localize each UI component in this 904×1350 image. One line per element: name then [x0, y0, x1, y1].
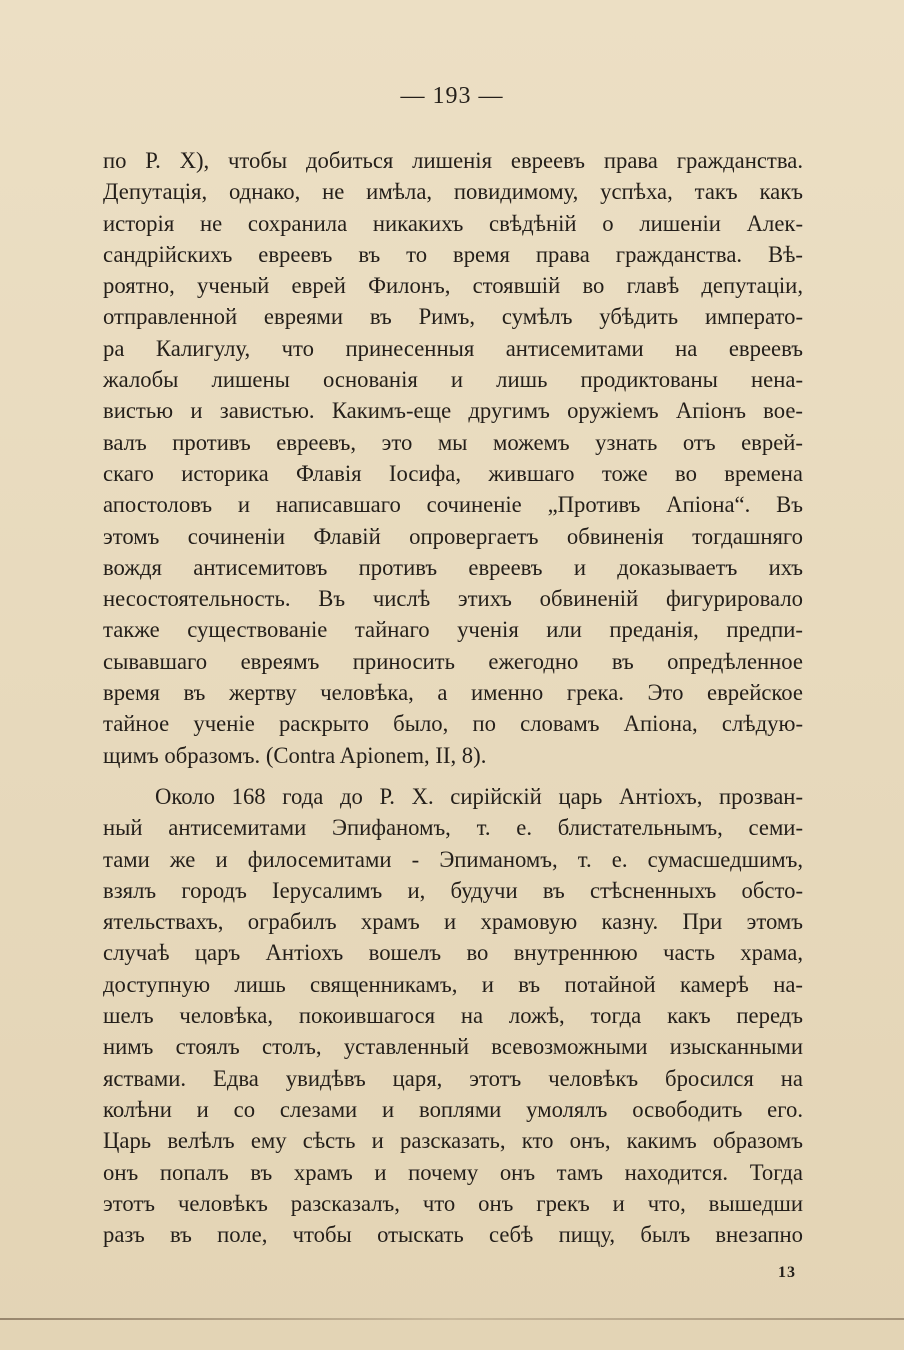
text-line: время въ жертву человѣка, а именно грека. Это еврейское	[103, 680, 803, 706]
text-line: яствами. Едва увидѣвъ царя, этотъ человѣкъ бросился на	[103, 1065, 803, 1091]
text-line: доступную лишь священникамъ, и въ потайной камерѣ на-	[103, 971, 803, 997]
text-line: валъ противъ евреевъ, это мы можемъ узнать отъ еврей-	[103, 429, 803, 455]
text-line: ра Калигулу, что принесенныя антисемитами на евреевъ	[103, 335, 803, 361]
text-line: сывавшаго евреямъ приносить ежегодно въ опредѣленное	[103, 648, 803, 674]
text-line: шелъ человѣка, покоившагося на ложѣ, тогда какъ передъ	[103, 1003, 803, 1029]
text-line: скаго историка Флавія Іосифа, жившаго тоже во времена	[103, 460, 803, 486]
text-line: ный антисемитами Эпифаномъ, т. е. блистательнымъ, семи-	[103, 815, 803, 841]
text-line: колѣни и со слезами и воплями умолялъ освободить его.	[103, 1096, 803, 1122]
text-line: также существованіе тайнаго ученія или преданія, предпи-	[103, 617, 803, 643]
text-line: взялъ городъ Іерусалимъ и, будучи въ стѣсненныхъ обсто-	[103, 877, 803, 903]
paragraph-2	[103, 781, 803, 1250]
text-line: нимъ стоялъ столъ, уставленный всевозможными изысканными	[103, 1034, 803, 1060]
text-line: по Р. X), чтобы добиться лишенія евреевъ права гражданства.	[103, 148, 803, 173]
text-line: исторія не сохранила никакихъ свѣдѣній о лишеніи Алек-	[103, 210, 803, 236]
text-line: роятно, ученый еврей Филонъ, стоявшій во главѣ депутаціи,	[103, 273, 803, 299]
text-line: апостоловъ и написавшаго сочиненіе „Противъ Апіона“. Въ	[103, 492, 803, 518]
text-line: онъ попалъ въ храмъ и почему онъ тамъ находится. Тогда	[103, 1159, 803, 1185]
text-line: щимъ образомъ. (Contra Apionem, II, 8).	[103, 742, 487, 768]
page-number: — 193 —	[400, 83, 504, 109]
text-line: тайное ученіе раскрыто было, по словамъ Апіона, слѣдую-	[103, 711, 803, 737]
text-line: несостоятельность. Въ числѣ этихъ обвиненій фигурировало	[103, 586, 803, 612]
text-line: разъ въ поле, чтобы отыскать себѣ пищу, былъ внезапно	[103, 1222, 803, 1248]
text-line: сандрійскихъ евреевъ въ то время права гражданства. Вѣ-	[103, 241, 803, 267]
text-line: этотъ человѣкъ разсказалъ, что онъ грекъ и что, вышедши	[103, 1190, 803, 1216]
text-line: Около 168 года до Р. X. сирійскій царь Антіохъ, прозван-	[155, 783, 803, 809]
text-line: вистью и завистью. Какимъ-еще другимъ оружіемъ Апіонъ вое-	[103, 398, 803, 424]
signature-mark: 13	[778, 1264, 796, 1281]
text-line: отправленной евреями въ Римъ, сумѣлъ убѣдить императо-	[103, 304, 803, 330]
text-line: случаѣ царъ Антіохъ вошелъ во внутреннюю часть храма,	[103, 940, 803, 966]
text-line: Царь велѣлъ ему сѣсть и разсказать, кто онъ, какимъ образомъ	[103, 1128, 803, 1154]
text-line: вождя антисемитовъ противъ евреевъ и доказываетъ ихъ	[103, 554, 803, 580]
text-line: жалобы лишены основанія и лишь продиктованы нена-	[103, 367, 803, 393]
text-line: ятельствахъ, ограбилъ храмъ и храмовую казну. При этомъ	[103, 909, 803, 935]
paragraph-1	[103, 145, 803, 771]
body-text	[103, 145, 803, 1250]
page-edge-divider	[0, 1318, 904, 1320]
text-line: этомъ сочиненіи Флавій опровергаетъ обвиненія тогдашняго	[103, 523, 803, 549]
text-line: тами же и филосемитами - Эпиманомъ, т. е. сумасшедшимъ,	[103, 846, 803, 872]
text-line: Депутація, однако, не имѣла, повидимому, успѣха, такъ какъ	[103, 179, 803, 205]
